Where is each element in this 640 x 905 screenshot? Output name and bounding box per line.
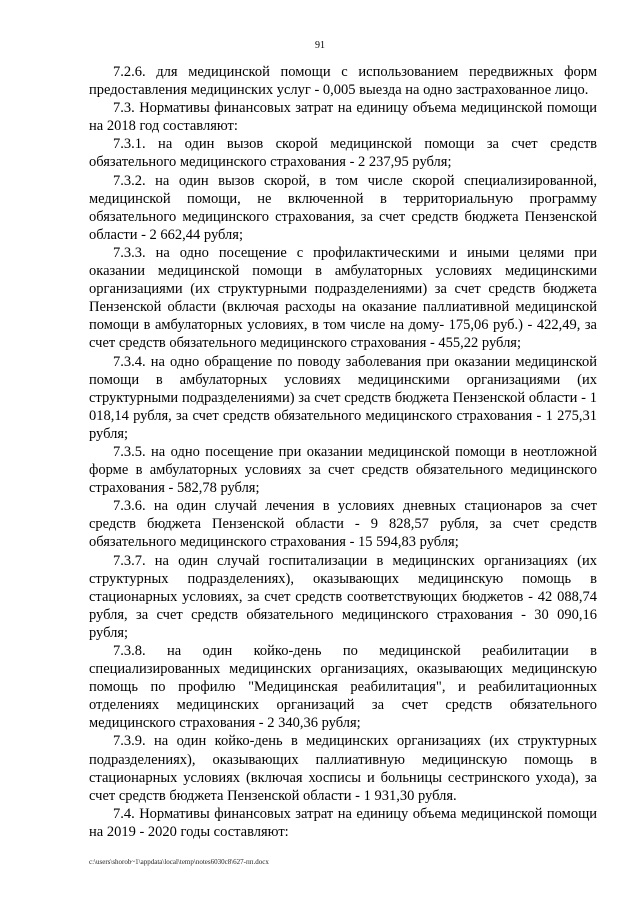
paragraph-7-3-1: 7.3.1. на один вызов скорой медицинской помощи за счет средств обязательного медицинского страхования - 2 237,95 рубля; bbox=[89, 136, 597, 171]
paragraph-7-3-5: 7.3.5. на одно посещение при оказании медицинской помощи в неотложной форме в амбулаторных условиях за счет средств обязательного медицинского страхования - 582,78 рубля; bbox=[89, 443, 597, 497]
paragraph-7-3-8: 7.3.8. на один койко-день по медицинской реабилитации в специализированных медицинских организациях, оказывающих медицинскую помощь по профилю "Медицинская реабилитация", и реабилитационных отделениях медицинских организаций за счет средств обязательного медицинского страхования - 2 340,36 рубля; bbox=[89, 643, 597, 732]
paragraph-7-3-7: 7.3.7. на один случай госпитализации в медицинских организациях (их структурных подразделениях), оказывающих медицинскую помощь в стационарных условиях, за счет средств соответствующих бюджетов - 42 088,74 рубля, за счет средств обязательного медицинского страхования - 30 090,16 рубля; bbox=[89, 552, 597, 641]
paragraph-7-3-2: 7.3.2. на один вызов скорой, в том числе скорой специализированной, медицинской помощи, не включенной в территориальную программу обязательного медицинского страхования, за счет средств бюджета Пензенской области - 2 662,44 рубля; bbox=[89, 172, 597, 243]
page-number: 91 bbox=[315, 40, 325, 51]
document-body bbox=[89, 63, 597, 841]
paragraph-7-3-3: 7.3.3. на одно посещение с профилактическими и иными целями при оказании медицинской помощи в амбулаторных условиях медицинскими организациями (их структурными подразделениями) за счет средств бюджета Пензенской области (включая расходы на оказание паллиативной медицинской помощи в амбулаторных условиях, в том числе на дому- 175,06 руб.) - 422,49, за счет средств обязательного медицинского страхования - 455,22 рубля; bbox=[89, 244, 597, 352]
paragraph-7-3-4: 7.3.4. на одно обращение по поводу заболевания при оказании медицинской помощи в амбулаторных условиях медицинскими организациями (их структурными подразделениями) за счет средств бюджета Пензенской области - 1 018,14 рубля, за счет средств обязательного медицинского страхования - 1 275,31 рубля; bbox=[89, 353, 597, 442]
footer-file-path: c:\users\shorob~1\appdata\local\temp\notes6030c8\627-пп.docx bbox=[89, 858, 269, 866]
paragraph-7-2-6: 7.2.6. для медицинской помощи с использованием передвижных форм предоставления медицинских услуг - 0,005 выезда на одно застрахованное лицо. bbox=[89, 64, 597, 99]
paragraph-7-3: 7.3. Нормативы финансовых затрат на единицу объема медицинской помощи на 2018 год составляют: bbox=[89, 100, 597, 135]
paragraph-7-3-6: 7.3.6. на один случай лечения в условиях дневных стационаров за счет средств бюджета Пензенской области - 9 828,57 рубля, за счет средств обязательного медицинского страхования - 15 594,83 рубля; bbox=[89, 498, 597, 551]
paragraph-7-4: 7.4. Нормативы финансовых затрат на единицу объема медицинской помощи на 2019 - 2020 годы составляют: bbox=[89, 805, 597, 840]
paragraph-7-3-9: 7.3.9. на один койко-день в медицинских организациях (их структурных подразделениях), оказывающих паллиативную медицинскую помощь в стационарных условиях (включая хосписы и больницы сестринского ухода), за счет средств бюджета Пензенской области - 1 931,30 рубля. bbox=[89, 733, 597, 804]
